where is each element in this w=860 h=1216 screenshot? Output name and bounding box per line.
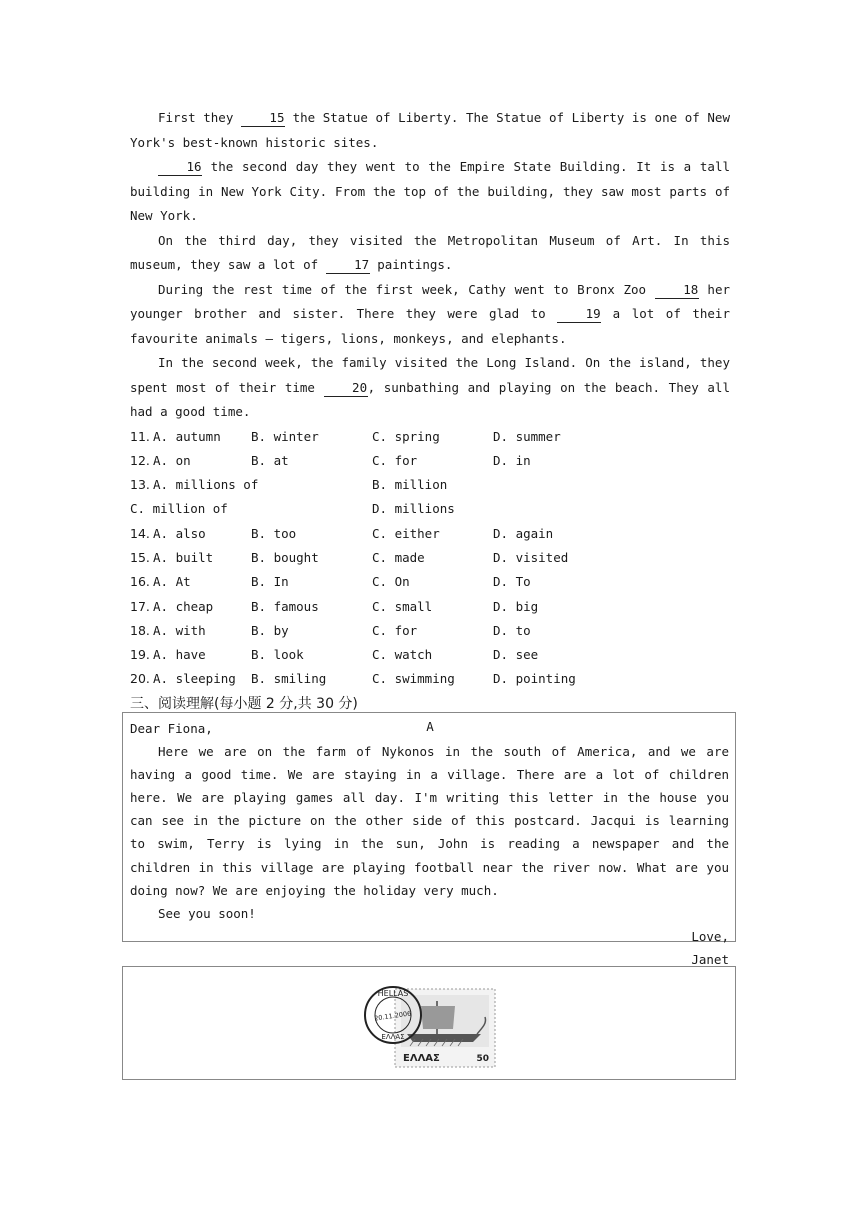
option-d[interactable]: D. see [493,647,539,663]
option-b[interactable]: B. at [251,452,289,468]
letter-signoff: Love, [691,928,729,944]
question-number: 11. [130,428,150,444]
option-d[interactable]: D. big [493,598,539,614]
option-a[interactable]: A. At [153,574,191,590]
stamp-image [355,979,505,1071]
letter-body: Here we are on the farm of Nykonos in the south of America, and we are having a good time. We are staying in a village. There are a lot of children here. We are playing games all day. I'm writing this letter in the house you can see in the picture on the other side of this postcard. Jacqui is learning to swim, Terry is lying in the sun, John is reading a newspaper and the children in this village are playing football near the river now. What are you doing now? We are enjoying the holiday very much. [130,744,729,898]
stamp-value: 50 [476,1054,489,1064]
answer-blank-20[interactable]: 20 [324,379,368,397]
option-a[interactable]: A. with [153,622,206,638]
ship-hull-icon [407,1034,481,1042]
cloze-paragraph-3 [130,229,730,278]
question-number: 17. [130,598,150,614]
ship-sail-icon [421,1006,455,1029]
option-a[interactable]: A. also [153,525,206,541]
postcard-stamp-box [122,966,736,1080]
postmark-date: 20.11.2006 [373,1009,412,1023]
option-row [130,473,730,497]
option-a[interactable]: A. on [153,452,191,468]
option-d[interactable]: D. pointing [493,671,576,687]
options-list [130,425,730,692]
option-c[interactable]: C. million of [130,501,228,517]
option-row [130,619,730,643]
option-row [130,546,730,570]
question-number: 18. [130,622,150,638]
option-a[interactable]: A. millions of [153,477,259,493]
postcard-letter-box [122,712,736,967]
option-d[interactable]: D. to [493,622,531,638]
option-row [130,497,730,521]
text: On the third day, they visited the Metropolitan Museum of Art. In this museum, they saw a lot of [130,232,730,272]
option-a[interactable]: A. sleeping [153,671,236,687]
stamp-svg [355,979,505,1071]
answer-blank-15[interactable]: 15 [241,109,285,127]
cloze-paragraph-5 [130,351,730,425]
option-b[interactable]: B. million [372,477,448,493]
question-number: 16. [130,574,150,590]
option-c[interactable]: C. either [372,525,440,541]
option-d[interactable]: D. again [493,525,554,541]
option-c[interactable]: C. watch [372,647,433,663]
text: the second day they went to the Empire State Building. It is a tall building in New York City. From the top of the building, they saw most parts of New York. [130,159,730,223]
option-c[interactable]: C. swimming [372,671,455,687]
text: First they [158,110,241,125]
option-c[interactable]: C. On [372,574,410,590]
option-b[interactable]: B. bought [251,549,319,565]
letter-closing: See you soon! [158,905,256,921]
question-number: 13. [130,477,150,493]
text: In the second week, the family visited the Long Island. On the island, they spent most of their time [130,355,730,395]
option-d[interactable]: D. millions [372,501,455,517]
option-d[interactable]: D. To [493,574,531,590]
text: paintings. [369,257,453,272]
text: a lot of their favourite animals — tigers, lions, monkeys, and elephants. [130,306,730,346]
option-b[interactable]: B. In [251,574,289,590]
option-d[interactable]: D. summer [493,428,561,444]
answer-blank-16[interactable]: 16 [158,158,202,176]
option-b[interactable]: B. winter [251,428,319,444]
option-row [130,667,730,691]
cloze-paragraph-1 [130,106,730,155]
option-row [130,570,730,594]
option-c[interactable]: C. for [372,452,418,468]
option-row [130,449,730,473]
option-a[interactable]: A. have [153,647,206,663]
question-number: 20. [130,671,150,687]
option-b[interactable]: B. look [251,647,304,663]
document-page [130,106,730,738]
option-c[interactable]: C. made [372,549,425,565]
question-number: 15. [130,549,150,565]
answer-blank-17[interactable]: 17 [326,256,370,274]
option-d[interactable]: D. visited [493,549,569,565]
option-c[interactable]: C. small [372,598,433,614]
question-number: 14. [130,525,150,541]
postmark-bottom-text: ΕΛΛΑΣ [381,1033,405,1041]
question-number: 12. [130,452,150,468]
answer-blank-19[interactable]: 19 [557,305,601,323]
option-a[interactable]: A. autumn [153,428,221,444]
option-a[interactable]: A. cheap [153,598,214,614]
option-row [130,425,730,449]
option-b[interactable]: B. famous [251,598,319,614]
postmark-top-text: HELLAS [377,989,409,998]
option-b[interactable]: B. by [251,622,289,638]
option-row [130,595,730,619]
section-heading: 三、阅读理解(每小题 2 分,共 30 分) [130,695,358,712]
text: the Statue of Liberty. The Statue of Liberty is one of New York's best-known historic sites. [130,110,730,150]
text: , sunbathing and playing on the beach. They all had a good time. [130,379,730,419]
option-b[interactable]: B. smiling [251,671,327,687]
cloze-paragraph-2 [130,155,730,229]
answer-blank-18[interactable]: 18 [655,281,699,299]
letter-signature: Janet [691,951,729,967]
option-d[interactable]: D. in [493,452,531,468]
text: her younger brother and sister. There they were glad to [130,281,730,321]
text: During the rest time of the first week, Cathy went to Bronx Zoo [158,281,655,297]
letter-greeting: Dear Fiona, [130,721,213,736]
option-c[interactable]: C. for [372,622,418,638]
passage-label: A [426,718,434,734]
cloze-paragraph-4 [130,278,730,352]
option-row [130,643,730,667]
question-number: 19. [130,647,150,663]
option-c[interactable]: C. spring [372,428,440,444]
stamp-country: ΕΛΛΑΣ [403,1053,440,1064]
option-b[interactable]: B. too [251,525,297,541]
option-row [130,522,730,546]
option-a[interactable]: A. built [153,549,214,565]
